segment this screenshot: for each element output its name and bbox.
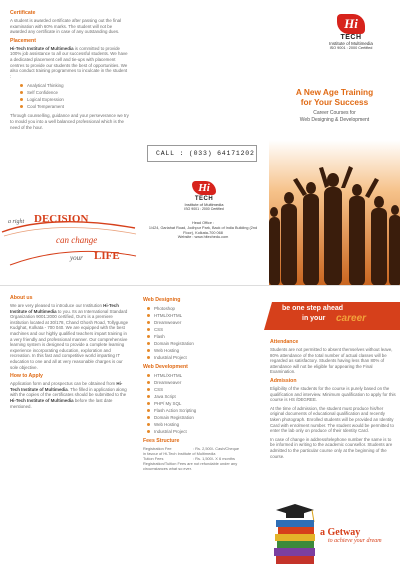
office-label: Head Office :: [191, 221, 215, 225]
apply-text-c: before the last date mentioned.: [10, 397, 113, 409]
fees-value: : Rs. 1,500/- X 6 months: [193, 456, 235, 461]
about-text-b: to you. Its an International Standard Organization 9001:2000 certified, Our's is a premiere institution located at 30/178, Chand Ghosh Road, Tollygunge Kudghat, Kolkata - 700 040. We are equipped with the best machines and our highly qualified teachers impart training in a very friendly and professional manner. Our comprehensive learning system is designed to provide a complete learning experience incorporating education, exploration and recreation. In this fast and competitive world imparting IT education to one and all at very reasonable charges is our sole objective.: [10, 308, 129, 370]
about-text: [10, 303, 129, 370]
logo-mark: Hi: [192, 181, 216, 195]
list-item: Domain Registration: [147, 340, 260, 347]
logo-subtitle: Institute of Multimedia: [184, 202, 224, 207]
tagline-line-3: Career Courses for: [313, 110, 356, 116]
front-cover-panel: [269, 0, 400, 285]
list-item: CSS: [147, 326, 260, 333]
placement-intro: [10, 46, 129, 80]
placement-heading: Placement: [10, 37, 36, 44]
placement-intro-text: is committed to provide 100% job assistance to all our successful students. We have a dedicated placement cell and tie-ups with placement centres to provide our students the best of opportunities. We also conduct training programmes to inculcate in the student :: [10, 45, 128, 79]
institute-logo: [321, 14, 381, 50]
list-item: Logical Expression: [20, 96, 129, 103]
web-development-heading: Web Development: [143, 364, 188, 370]
tagline-line-2: for Your Success: [300, 96, 369, 107]
fees-note: Registration/Tuition Fees are not refundable under any circumstances what so ever.: [143, 461, 238, 471]
list-item: Web Hosting: [147, 421, 260, 428]
banner-word: career: [336, 313, 367, 324]
placement-closing: Through counselling, guidance and your perseverance we try to mould you into a well balanced professional which is the need of the hour.: [10, 113, 129, 130]
list-item: PHP/ My SQL: [147, 400, 260, 407]
how-to-apply-text: [10, 381, 129, 409]
list-item: Web Hosting: [147, 347, 260, 354]
office-website: Website : www.hitechedu.com: [177, 235, 229, 240]
logo-name: TECH: [194, 196, 214, 202]
tagline-line-1: A New Age Training: [295, 87, 374, 97]
list-item: Industrial Project: [147, 354, 260, 361]
banner-line-2: in your: [302, 315, 326, 322]
list-item: Flash: [147, 333, 260, 340]
brochure-inner-side: [0, 287, 400, 572]
logo-subtitle: Institute of Multimedia: [329, 41, 373, 46]
apply-institute-name-1: Hi-Tech Institute of Multimedia: [10, 381, 123, 392]
logo-iso: ISO 9001 : 2000 Certified: [184, 207, 224, 211]
slogan-part-1: a right: [8, 219, 25, 225]
web-designing-list: [147, 305, 260, 361]
courses-panel: [137, 287, 264, 572]
list-item: Dreamweaver: [147, 379, 260, 386]
admission-text-2: At the time of admission, the student must produce his/her original documents of educational qualification and recently taken photograph. Enrolled students will be provided an Identity Card with enrolment number. The student would be permitted to enter the lab only on produce of their Identity Card.: [270, 405, 394, 434]
career-banner: [264, 302, 400, 330]
list-item: CSS: [147, 386, 260, 393]
contact-panel: [137, 0, 269, 285]
crowd-silhouette-image: [269, 140, 400, 285]
attendance-text: Students are not permitted to absent themselves without leave, 80% attendance of the total number of actual classes will be regarded as satisfactory. Students having less than 80% of attendance will not be eligible for appearing the Final Examination.: [270, 347, 393, 375]
about-panel: [0, 287, 137, 572]
certificate-text: A student is awarded certificate after passing out the final examination with 60% marks. The student will not be awarded any certificate in case of any outstanding dues.: [10, 18, 122, 35]
fees-key: Tution Fees: [143, 456, 164, 461]
slogan-part-4: your: [70, 254, 83, 262]
fees-table: [143, 446, 260, 471]
fees-key: Registration Fee: [143, 446, 172, 451]
list-item: HTML/XHTML: [147, 372, 260, 379]
attendance-admission-panel: [264, 287, 400, 572]
apply-text-a: Application form and prospectus can be obtained from: [10, 381, 117, 387]
admission-text-3: In case of change in address/telephone number the same is to be informed in writing to the academic counsellor. Students are admitted to the particular course only at the beginning of the course.: [270, 436, 393, 459]
fees-value: : Rs. 2,500/- Cash/Cheque: [193, 446, 240, 451]
list-item: Industrial Project: [147, 428, 260, 435]
admission-heading: Admission: [270, 377, 297, 384]
certificate-heading: Certificate: [10, 10, 36, 16]
books-and-cap-image: [272, 502, 318, 566]
office-address: 1/424, Gariahat Road, Jodhpur Park, Back of India Building (2nd Floor), Kolkata-700 068: [148, 225, 258, 235]
admission-text-1: Eligibility of the students for the course is purely based on the qualification and interview. Minimum qualification to apply for this course is HS /DEGREE.: [270, 385, 396, 403]
list-item: HTML/XHTML: [147, 312, 260, 319]
about-institute-name: Hi-Tech Institute of Multimedia: [10, 303, 119, 314]
logo-mark: Hi: [337, 14, 365, 34]
institute-name: Hi-Tech Institute of Multimedia: [10, 45, 74, 51]
attendance-heading: Attendance: [270, 339, 299, 345]
fees-value: in favour of Hi-Tech Institute of Multimedia: [143, 451, 216, 456]
fees-heading: Fees Structure: [143, 438, 180, 444]
list-item: Self Confidence: [20, 89, 129, 96]
about-heading: About us: [10, 295, 33, 301]
logo-name: TECH: [340, 34, 362, 41]
slogan-part-5: LIFE: [94, 250, 120, 262]
certificate-placement-panel: [0, 0, 137, 285]
list-item: Flash Action Scripting: [147, 407, 260, 414]
list-item: Dreamweaver: [147, 319, 260, 326]
getway-word: a Getway: [320, 527, 361, 538]
institute-logo-small: [171, 178, 237, 211]
logo-iso: ISO 9001 : 2000 Certified: [329, 46, 373, 50]
getway-slogan: [320, 527, 398, 544]
address-block: [143, 221, 263, 240]
apply-text-b: . The filled in application along with the copies of the certificates should be submitted to the: [10, 386, 127, 398]
list-item: Cool Temperament: [20, 103, 129, 110]
web-development-list: [147, 372, 260, 435]
getway-line: to achieve your dream: [328, 538, 382, 544]
banner-line-1: be one step ahead: [282, 305, 344, 312]
about-text-a: We are very pleased to introduce our Institution: [10, 303, 104, 308]
apply-institute-name-2: Hi-Tech Institute of Multimedia: [10, 397, 74, 403]
list-item: Java Script: [147, 393, 260, 400]
list-item: Domain Registration: [147, 414, 260, 421]
list-item: Analytical Thinking: [20, 82, 129, 89]
tagline: [269, 88, 400, 123]
web-designing-heading: Web Designing: [143, 297, 181, 303]
call-number-box: CALL : (033) 64171202: [147, 145, 257, 162]
slogan-part-2: DECISION: [34, 213, 89, 225]
list-item: Photoshop: [147, 305, 260, 312]
slogan: [0, 210, 137, 270]
how-to-apply-heading: How to Apply: [10, 373, 43, 380]
tagline-line-4: Web Designing & Development: [299, 116, 370, 123]
slogan-part-3: can change: [56, 235, 98, 245]
placement-bullets: [20, 82, 129, 110]
